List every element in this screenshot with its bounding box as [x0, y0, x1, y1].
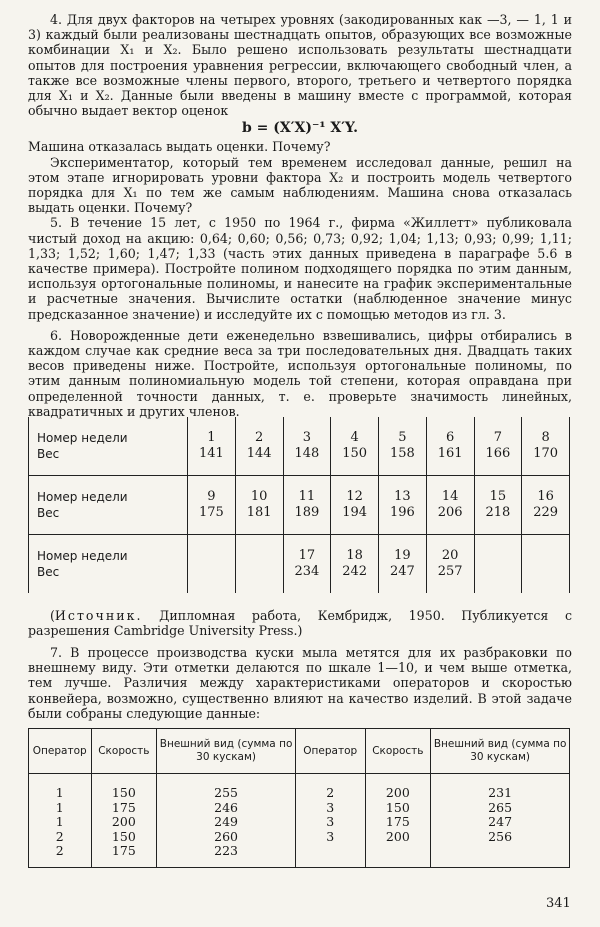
weight-cell	[235, 535, 283, 594]
week-number: 12	[346, 489, 363, 504]
week-number: 7	[493, 430, 503, 445]
week-number: 3	[302, 430, 312, 445]
table-cell-value: 175	[111, 843, 136, 858]
weight-table-row	[29, 535, 570, 594]
week-number: 5	[398, 430, 407, 445]
weight-value: 175	[198, 505, 224, 520]
weight-cell	[283, 417, 331, 476]
weight-cell	[188, 417, 236, 476]
weight-value: 229	[533, 505, 559, 520]
table-cell-value: 2	[55, 843, 64, 858]
table-cell-value: 200	[111, 814, 136, 829]
weight-label: Вес	[37, 565, 60, 579]
table-source-note: (Источник. Дипломная работа, Кембридж, 1950. Публикуется с разрешения Cambridge University Press.)	[28, 608, 573, 639]
weight-value: 189	[294, 505, 320, 520]
table-cell-value: 3	[326, 814, 335, 829]
week-number: 9	[207, 489, 216, 504]
table-cell-value: 260	[214, 828, 239, 844]
weight-cell	[331, 417, 379, 476]
weight-value: 166	[485, 446, 511, 461]
table-cell-value: 1	[55, 785, 64, 800]
weight-table-row	[29, 417, 570, 476]
table-cell-value: 246	[214, 799, 239, 815]
right-operator-column	[295, 774, 365, 868]
column-header: Внешний вид (сумма по 30 кускам)	[431, 729, 570, 774]
column-header: Оператор	[295, 729, 365, 774]
weight-value: 170	[533, 446, 559, 461]
weight-value: 150	[342, 446, 368, 461]
problem-6-text: 6. Новорожденные дети еженедельно взвешивались, цифры отбирались в каждом случае как средние веса за три последовательных дня. Двадцать таких весов приведены ниже. Постройте, используя ортогональные полиномы, по этим данным полиномиальную модель той степени, которая оправдана при определенной точности данных, т. е. проверьте значимость линейных, квадратичных и других членов.	[28, 327, 572, 419]
weight-value: 144	[246, 446, 272, 461]
weight-value: 161	[437, 446, 463, 461]
left-look-column	[157, 774, 296, 868]
table-cell-value: 200	[385, 828, 410, 844]
weight-value: 158	[389, 446, 415, 461]
problem-7-text: 7. В процессе производства куски мыла метятся для их разбраковки по внешнему виду. Эти отметки делаются по шкале 1—10, и чем выше отметка, тем лучше. Различия между характеристиками операторов и скоростью конвейера, возможно, существенно влияют на качество изделий. В этой задаче были собраны следующие данные:	[28, 645, 572, 721]
weight-cell	[283, 476, 331, 535]
week-number: 11	[298, 489, 316, 504]
weight-cell	[426, 476, 474, 535]
week-number: 1	[207, 430, 216, 445]
weight-cell	[474, 535, 522, 594]
problem-4-question: Машина отказалась выдать оценки. Почему?	[28, 139, 331, 155]
row-label	[29, 535, 188, 594]
week-number: 18	[346, 548, 363, 563]
weight-cell	[522, 417, 570, 476]
week-number: 13	[394, 489, 411, 504]
weight-cell	[379, 535, 427, 594]
week-number: 16	[537, 489, 554, 504]
week-number: 20	[441, 548, 459, 563]
weight-value: 234	[294, 564, 320, 579]
column-header: Скорость	[365, 729, 431, 774]
column-header: Внешний вид (сумма по 30 кускам)	[157, 729, 296, 774]
table-cell-value: 150	[385, 799, 410, 815]
problem-4-text: 4. Для двух факторов на четырех уровнях (закодированных как —3, — 1, 1 и 3) каждый были реализованы шестнадцать опытов, образующих все возможные комбинации X₁ и X₂. Было решено использовать результаты шестнадцати опытов для построения уравнения регрессии, включающего свободный член, а также все возможные члены первого, второго, третьего и четвертого порядка для X₁ и X₂. Данные были введены в машину вместе с программой, которая обычно выдает вектор оценок	[28, 12, 572, 119]
week-number: 8	[541, 430, 550, 445]
weight-cell	[474, 417, 522, 476]
weight-table-row	[29, 476, 570, 535]
weight-cell	[522, 476, 570, 535]
weight-value: 206	[437, 505, 463, 520]
weight-cell	[379, 476, 427, 535]
weight-cell	[426, 417, 474, 476]
weight-cell	[426, 535, 474, 594]
left-operator-column	[29, 774, 92, 868]
table-cell-value: 1	[55, 814, 64, 829]
table-cell-value: 3	[326, 828, 335, 844]
week-label: Номер недели	[37, 431, 128, 445]
source-text: Дипломная работа, Кембридж, 1950. Публикуется с разрешения Cambridge University Press.)	[28, 608, 573, 639]
table-cell-value: 223	[214, 843, 239, 858]
right-look-column	[431, 774, 570, 868]
weight-table	[28, 417, 570, 593]
problem-5-text: 5. В течение 15 лет, с 1950 по 1964 г., фирма «Жиллетт» публиковала чистый доход на акцию: 0,64; 0,60; 0,56; 0,73; 0,92; 1,04; 1,13; 0,93; 0,99; 1,11; 1,33; 1,52; 1,60; 1,47; 1,33 (часть этих данных приведена в параграфе 5.6 в качестве примера). Постройте полином подходящего порядка по этим данным, используя ортогональные полиномы, и нанесите на график экспериментальные и расчетные значения. Вычислите остатки (наблюденное значение минус предсказанное значение) и исследуйте их с помощью методов из гл. 3.	[28, 215, 572, 322]
page-content	[28, 12, 573, 911]
weight-label: Вес	[37, 506, 60, 520]
weight-cell	[522, 535, 570, 594]
table-cell-value: 150	[111, 785, 136, 800]
week-number: 10	[250, 489, 268, 504]
weight-value: 148	[294, 446, 320, 461]
week-number: 19	[394, 548, 411, 563]
left-speed-column	[91, 774, 157, 868]
weight-value: 218	[485, 505, 511, 520]
weight-value: 141	[198, 446, 224, 461]
weight-value: 247	[389, 564, 415, 579]
weight-cell	[331, 476, 379, 535]
table-cell-value: 2	[326, 785, 335, 800]
table-cell-value: 150	[111, 828, 136, 844]
weight-cell	[188, 476, 236, 535]
table-cell-value: 256	[488, 828, 513, 844]
weight-value: 257	[437, 564, 463, 579]
table-cell-value: 175	[111, 799, 136, 815]
column-header: Скорость	[91, 729, 157, 774]
weight-cell	[474, 476, 522, 535]
table-cell-value: 1	[55, 799, 64, 815]
problem-4-continuation: Экспериментатор, который тем временем исследовал данные, решил на этом этапе игнорировать уровни фактора X₂ и построить модель четвертого порядка для X₁ по тем же самым наблюдениям. Машина снова отказалась выдать оценки. Почему?	[28, 154, 572, 216]
weight-cell	[235, 476, 283, 535]
estimate-formula: b = (X′X)⁻¹ X′Y.	[242, 120, 358, 137]
row-label	[29, 417, 188, 476]
page-number: 341	[546, 896, 571, 911]
table-cell-value: 175	[385, 814, 410, 829]
source-label: Источник.	[54, 608, 143, 623]
column-header: Оператор	[29, 729, 92, 774]
week-number: 15	[489, 489, 507, 504]
soap-table	[28, 728, 570, 868]
table-cell-value: 200	[385, 785, 410, 800]
weight-value: 181	[246, 505, 272, 520]
weight-cell	[283, 535, 331, 594]
weight-cell	[379, 417, 427, 476]
weight-cell	[188, 535, 236, 594]
row-label	[29, 476, 188, 535]
weight-value: 242	[342, 564, 368, 579]
week-number: 2	[254, 430, 264, 445]
week-label: Номер недели	[37, 490, 128, 504]
weight-label: Вес	[37, 447, 60, 461]
week-number: 4	[350, 430, 359, 445]
week-label: Номер недели	[37, 549, 128, 563]
table-cell-value: 3	[326, 799, 335, 815]
table-cell-value: 2	[55, 828, 64, 844]
table-cell-value: 249	[214, 814, 239, 829]
weight-cell	[331, 535, 379, 594]
week-number: 17	[298, 548, 316, 563]
weight-value: 196	[389, 505, 415, 520]
weight-cell	[235, 417, 283, 476]
week-number: 6	[445, 430, 455, 445]
table-cell-value: 255	[214, 785, 239, 800]
table-cell-value: 247	[488, 814, 513, 829]
week-number: 14	[441, 489, 459, 504]
table-cell-value: 231	[488, 785, 513, 800]
right-speed-column	[365, 774, 431, 868]
table-cell-value: 265	[488, 799, 513, 815]
weight-value: 194	[342, 505, 368, 520]
